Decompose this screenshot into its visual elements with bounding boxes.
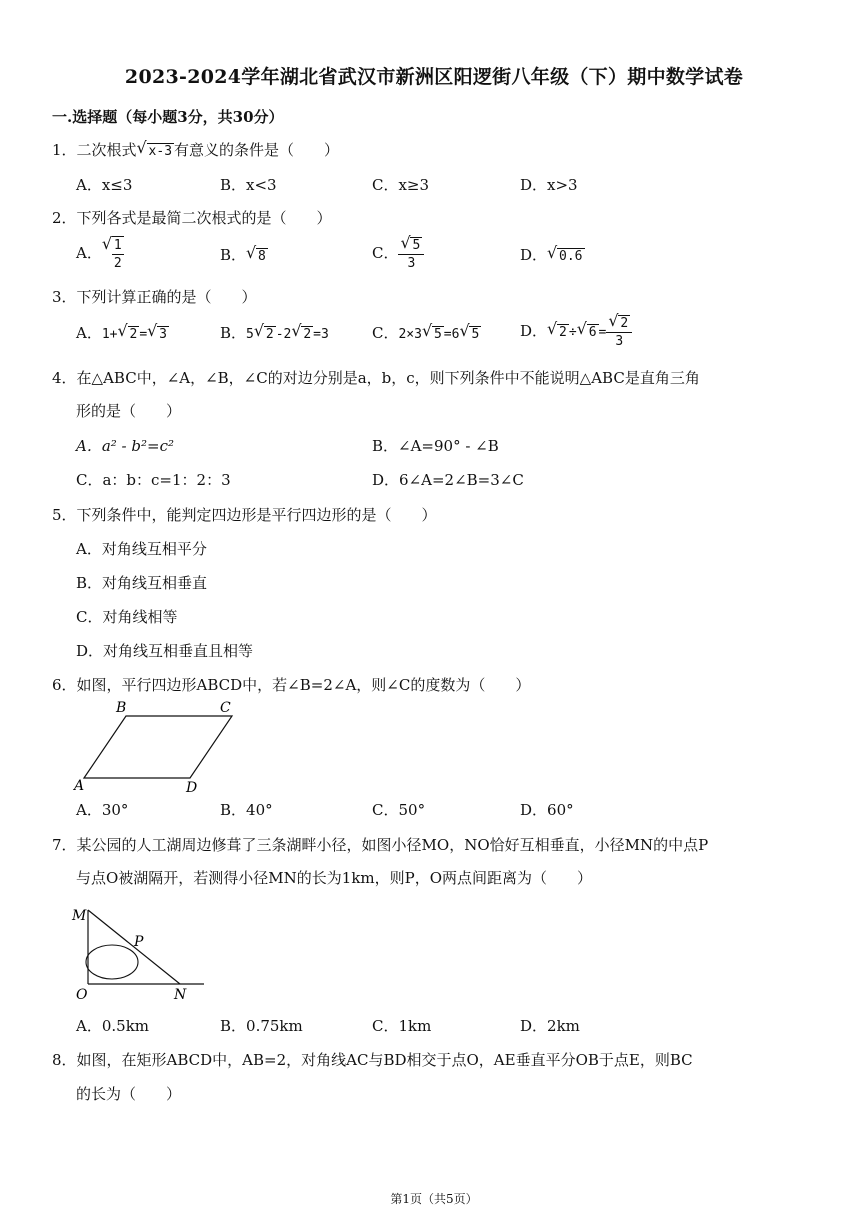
question-2: 2．下列各式是最简二次根式的是（ ） xyxy=(52,209,332,227)
lake-path-figure xyxy=(70,900,210,1004)
q6-option-b: B．40° xyxy=(220,801,273,819)
lake-shape xyxy=(86,945,138,979)
q6-option-d: D．60° xyxy=(520,801,574,819)
q3-d-radical3 xyxy=(608,314,630,332)
q3-b-radicand1: 2 xyxy=(265,327,274,342)
q1-radicand: x-3 xyxy=(148,144,173,159)
q3-b-label: B． xyxy=(220,324,247,342)
q3-d-radical1 xyxy=(547,321,569,343)
q2-c-label: C． xyxy=(372,244,399,262)
question-6: 6．如图，平行四边形ABCD中，若∠B=2∠A，则∠C的度数为（ ） xyxy=(52,676,531,694)
q7-option-a: A．0.5km xyxy=(76,1017,150,1035)
question-4-line2: 形的是（ ） xyxy=(76,402,182,420)
q6-option-a: A．30° xyxy=(76,801,129,819)
q3-b-text1: 5 xyxy=(246,327,254,342)
q2-option-c xyxy=(372,236,424,272)
question-7-line1: 7．某公园的人工湖周边修葺了三条湖畔小径，如图小径MO，NO恰好互相垂直，小径MN的中点P xyxy=(52,836,709,854)
question-7-line2: 与点O被湖隔开，若测得小径MN的长为1km，则P，O两点间距离为（ ） xyxy=(76,869,593,887)
q2-d-radical xyxy=(547,245,584,267)
q2-a-num: √ 1 xyxy=(113,238,122,253)
q2-a-label: A． xyxy=(76,244,102,262)
parallelogram-figure xyxy=(70,698,250,796)
q2-option-b xyxy=(220,245,268,267)
question-8-line2: 的长为（ ） xyxy=(76,1085,182,1103)
page-footer: 第1页（共5页） xyxy=(390,1192,478,1206)
q2-b-label: B． xyxy=(220,246,247,264)
q3-c-text1: 2×3 xyxy=(398,327,422,342)
question-3: 3．下列计算正确的是（ ） xyxy=(52,288,257,306)
q3-d-eq: = xyxy=(598,325,607,340)
fig6-label-c: C xyxy=(220,700,231,716)
q4-option-a: A．a² - b²=c² xyxy=(76,437,174,455)
q3-d-den: 3 xyxy=(615,334,624,349)
q3-b-text2: -2 xyxy=(275,327,292,342)
q2-a-den: 2 xyxy=(113,256,122,271)
q2-c-fraction xyxy=(398,236,424,272)
q3-d-radicand2: 6 xyxy=(588,325,597,340)
q3-d-radical2 xyxy=(577,321,599,343)
q2-c-den: 3 xyxy=(407,256,416,271)
q1-option-b: B．x<3 xyxy=(220,176,277,194)
q2-c-radicand: 5 xyxy=(412,238,421,253)
q3-d-div: ÷ xyxy=(568,325,577,340)
fig6-label-d: D xyxy=(186,780,198,796)
q5-option-b: B．对角线互相垂直 xyxy=(76,574,208,592)
q3-option-b xyxy=(220,323,329,345)
fig7-label-o: O xyxy=(76,987,88,1003)
fig7-label-p: P xyxy=(134,934,144,950)
q3-c-text2: =6 xyxy=(443,327,460,342)
q3-c-radicand1: 5 xyxy=(433,327,442,342)
question-8-line1: 8．如图，在矩形ABCD中，AB=2，对角线AC与BD相交于点O，AE垂直平分OB于点E，则BC xyxy=(52,1051,693,1069)
q1-option-c: C．x≥3 xyxy=(372,176,430,194)
q1-pre: 1．二次根式 xyxy=(52,141,137,159)
q7-option-b: B．0.75km xyxy=(220,1017,303,1035)
q2-b-radicand: 8 xyxy=(258,249,266,264)
q1-option-a: A．x≤3 xyxy=(76,176,133,194)
q3-a-eq: = xyxy=(139,327,148,342)
question-1 xyxy=(52,140,339,162)
q3-a-text1: 1+ xyxy=(101,327,118,342)
page-title: 2023-2024学年湖北省武汉市新洲区阳逻街八年级（下）期中数学试卷 xyxy=(124,66,744,88)
q5-option-a: A．对角线互相平分 xyxy=(76,540,207,558)
q3-d-fraction xyxy=(606,314,632,350)
q3-b-radicand2: 2 xyxy=(303,327,312,342)
q1-post: 有意义的条件是（ ） xyxy=(174,141,340,159)
q3-d-label: D． xyxy=(520,322,548,340)
q5-option-c: C．对角线相等 xyxy=(76,608,178,626)
q2-d-radicand: 0.6 xyxy=(559,249,583,264)
q3-d-radicand1: 2 xyxy=(559,325,567,340)
q5-option-d: D．对角线互相垂直且相等 xyxy=(76,642,254,660)
q3-b-radical2 xyxy=(291,323,313,345)
q1-option-d: D．x>3 xyxy=(520,176,578,194)
q3-a-label: A． xyxy=(76,324,102,342)
fig6-label-a: A xyxy=(74,778,85,794)
q3-c-radicand2: 5 xyxy=(471,327,480,342)
q2-c-radical xyxy=(400,236,422,254)
question-5: 5．下列条件中，能判定四边形是平行四边形的是（ ） xyxy=(52,506,437,524)
q3-c-label: C． xyxy=(372,324,399,342)
q3-a-radicand1: 2 xyxy=(129,327,138,342)
q3-d-num: 2 xyxy=(620,316,629,331)
fig6-label-b: B xyxy=(116,700,127,716)
q4-option-b: B．∠A=90° - ∠B xyxy=(372,437,499,455)
q3-a-radical1 xyxy=(118,323,140,345)
q2-option-d xyxy=(520,245,585,267)
q2-d-label: D． xyxy=(520,246,548,264)
q3-c-radical2 xyxy=(459,323,481,345)
q3-a-radicand2: 3 xyxy=(159,327,167,342)
q2-a-fraction xyxy=(112,236,124,272)
q6-option-c: C．50° xyxy=(372,801,426,819)
fig7-label-n: N xyxy=(174,987,187,1003)
q2-b-radical xyxy=(246,245,268,267)
q4-option-c: C．a：b：c=1：2：3 xyxy=(76,471,231,489)
q3-b-radical1 xyxy=(254,323,276,345)
q1-radical xyxy=(137,140,174,162)
section-heading: 一.选择题（每小题3分，共30分） xyxy=(52,108,284,126)
q7-option-d: D．2km xyxy=(520,1017,580,1035)
q3-option-d xyxy=(520,314,632,350)
parallelogram-shape xyxy=(84,716,232,778)
q2-a-radical xyxy=(102,236,124,272)
q7-option-c: C．1km xyxy=(372,1017,432,1035)
q3-option-a xyxy=(76,323,169,345)
q3-c-radical1 xyxy=(422,323,444,345)
q3-a-radical2 xyxy=(147,323,169,345)
q3-b-text3: =3 xyxy=(313,327,329,342)
fig7-label-m: M xyxy=(72,908,87,924)
question-4-line1: 4．在△ABC中，∠A，∠B，∠C的对边分别是a，b，c，则下列条件中不能说明△ABC是直角三角 xyxy=(52,369,700,387)
q3-option-c xyxy=(372,323,481,345)
q4-option-d: D．6∠A=2∠B=3∠C xyxy=(372,471,524,489)
q2-option-a xyxy=(76,236,124,272)
